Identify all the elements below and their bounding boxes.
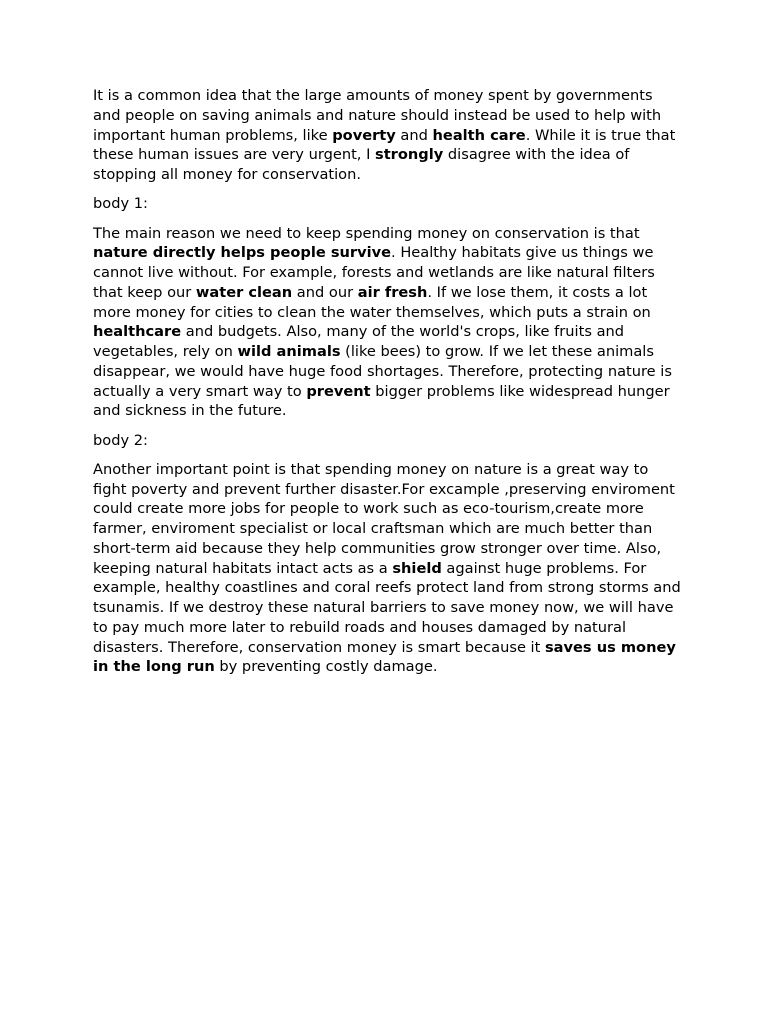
body2-emphasis: saves us money in the long run <box>93 638 676 676</box>
body1-text: . If we lose them, it costs a lot more money for cities to clean the water themselves, which puts a strain on <box>93 283 651 321</box>
body1-text: bigger problems like widespread hunger and sickness in the future. <box>93 382 670 420</box>
intro-text: . While it is true that these human issues are very urgent, I <box>93 126 676 164</box>
body1-text: and our <box>292 283 358 301</box>
body1-emphasis: prevent <box>306 382 371 400</box>
body1-heading: body 1: <box>93 195 148 213</box>
body2-text: Another important point is that spending money on nature is a great way to fight poverty and prevent further disaster.For excample ,preserving enviroment could create more jobs for people to work such as eco-tourism,create more farmer, enviroment specialist or local craftsman which are much better than short-term aid because they help communities grow stronger over time. Also, keeping natural habitats intact acts as a <box>93 460 675 577</box>
body1-text: . Healthy habitats give us things we cannot live without. For example, forests and wetlands are like natural filters that keep our <box>93 244 655 301</box>
body2-emphasis: shield <box>392 559 442 577</box>
body1-emphasis: air fresh <box>357 283 428 301</box>
body1-emphasis: healthcare <box>93 323 182 341</box>
intro-emphasis: poverty <box>332 126 396 144</box>
body2-text: against huge problems. For example, healthy coastlines and coral reefs protect land from strong storms and tsunamis. If we destroy these natural barriers to save money now, we will have to pay much more later to rebuild roads and houses damaged by natural disasters. Therefore, conservation money is smart because it <box>93 559 681 656</box>
body2-heading: body 2: <box>93 431 148 449</box>
body1-emphasis: wild animals <box>237 343 341 360</box>
document-body <box>93 86 683 687</box>
body1-text: (like bees) to grow. If we let these animals disappear, we would have huge food shortages. Therefore, protecting nature is actually a very smart way to <box>93 343 672 400</box>
intro-paragraph <box>93 86 683 185</box>
intro-emphasis: health care <box>432 126 526 144</box>
body2-text: by preventing costly damage. <box>214 658 438 676</box>
intro-text: and <box>395 126 433 144</box>
intro-text: It is a common idea that the large amounts of money spent by governments and people on saving animals and nature should instead be used to help with important human problems, like <box>93 87 662 144</box>
body1-text: and budgets. Also, many of the world's crops, like fruits and vegetables, rely on <box>93 323 625 360</box>
body2-paragraph <box>93 460 683 677</box>
body1-emphasis: water clean <box>195 283 293 301</box>
body1-paragraph <box>93 224 683 422</box>
intro-emphasis: strongly <box>375 146 444 164</box>
body1-text: The main reason we need to keep spending money on conservation is that <box>93 224 640 242</box>
intro-text: disagree with the idea of stopping all money for conservation. <box>93 146 630 183</box>
body1-emphasis: nature directly helps people survive <box>93 244 392 262</box>
